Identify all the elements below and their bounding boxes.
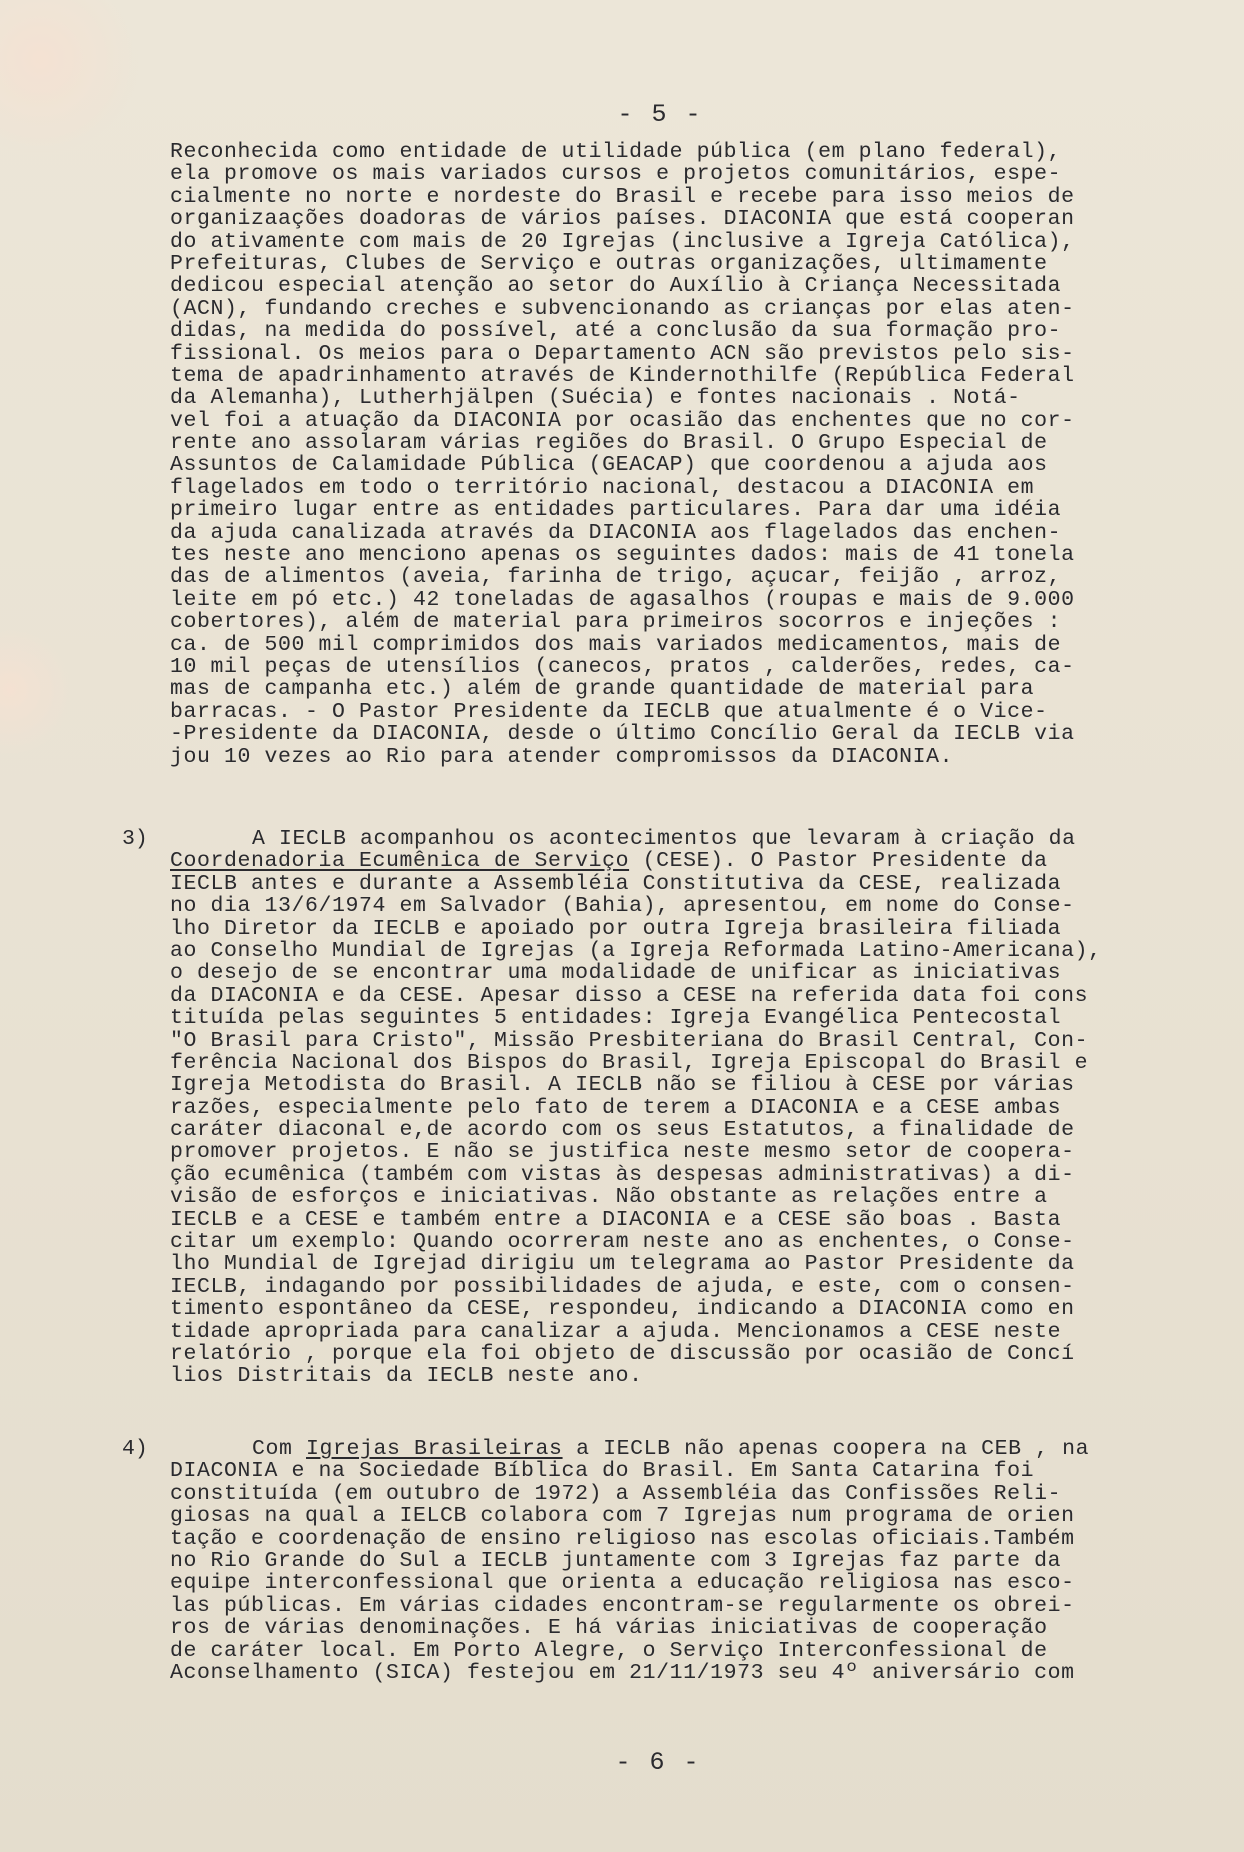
text-line: o desejo de se encontrar uma modalidade de unificar as iniciativas <box>170 961 1062 986</box>
text-line: tema de apadrinhamento através de Kindernothilfe (República Federal <box>170 363 1075 388</box>
text-line: das de alimentos (aveia, farinha de trigo, açucar, feijão , arroz, <box>170 565 1062 590</box>
text-line: giosas na qual a IELCB colabora com 7 Igrejas num programa de orien <box>170 1504 1075 1529</box>
text-line: Aconselhamento (SICA) festejou em 21/11/1973 seu 4º aniversário com <box>170 1660 1075 1685</box>
text-line: visão de esforços e iniciativas. Não obstante as relações entre a <box>170 1185 1048 1210</box>
paragraph-line <box>170 828 1190 850</box>
text-line: citar um exemplo: Quando ocorreram neste ano as enchentes, o Conse- <box>170 1230 1075 1255</box>
text-line: ção ecumênica (também com vistas às despesas administrativas) a di- <box>170 1162 1075 1187</box>
text-line: tes neste ano menciono apenas os seguintes dados: mais de 41 tonela <box>170 543 1075 568</box>
igrejas-intro-continued: a IECLB não apenas coopera na CEB , na <box>562 1437 1090 1461</box>
text-line: equipe interconfessional que orienta a educação religiosa nas esco- <box>170 1571 1075 1596</box>
text-line: cialmente no norte e nordeste do Brasil e recebe para isso meios de <box>170 184 1075 209</box>
page-number-top: - 5 - <box>617 100 703 129</box>
text-line: tituída pelas seguintes 5 entidades: Igreja Evangélica Pentecostal <box>170 1006 1062 1031</box>
paragraph-cese <box>170 828 1190 1388</box>
text-line: (ACN), fundando creches e subvencionando as crianças por elas aten- <box>170 296 1075 321</box>
section-marker-4: 4) <box>122 1437 148 1461</box>
text-line: cobertores), além de material para primeiros socorros e injeções : <box>170 610 1062 635</box>
text-line: ela promove os mais variados cursos e projetos comunitários, espe- <box>170 162 1062 187</box>
text-line: Prefeituras, Clubes de Serviço e outras organizações, ultimamente <box>170 251 1048 276</box>
text-line: lho Mundial de Igrejad dirigiu um telegrama ao Pastor Presidente da <box>170 1252 1075 1277</box>
text-line: caráter diaconal e,de acordo com os seus Estatutos, a finalidade de <box>170 1118 1075 1143</box>
text-line: ao Conselho Mundial de Igrejas (a Igreja Reformada Latino-Americana), <box>170 938 1102 963</box>
text-line: Reconhecida como entidade de utilidade pública (em plano federal), <box>170 140 1062 164</box>
paragraph-line <box>170 850 1190 872</box>
text-line: no Rio Grande do Sul a IECLB juntamente com 3 Igrejas faz parte da <box>170 1548 1062 1573</box>
text-line: organizaações doadoras de vários países. DIACONIA que está cooperan <box>170 207 1075 232</box>
text-line: ca. de 500 mil comprimidos dos mais variados medicamentos, mais de <box>170 632 1062 657</box>
text-line: barracas. - O Pastor Presidente da IECLB que atualmente é o Vice- <box>170 699 1048 724</box>
text-line: flagelados em todo o território nacional, destacou a DIACONIA em <box>170 475 1035 500</box>
text-line: 10 mil peças de utensílios (canecos, pratos , calderões, redes, ca- <box>170 654 1075 679</box>
text-line: IECLB antes e durante a Assembléia Constitutiva da CESE, realizada <box>170 871 1062 896</box>
text-line: do ativamente com mais de 20 Igrejas (inclusive a Igreja Católica), <box>170 229 1075 254</box>
text-line: leite em pó etc.) 42 toneladas de agasalhos (roupas e mais de 9.000 <box>170 587 1075 612</box>
text-line: IECLB e a CESE e também entre a DIACONIA e a CESE são boas . Basta <box>170 1207 1062 1232</box>
text-line: timento espontâneo da CESE, respondeu, indicando a DIACONIA como en <box>170 1297 1075 1322</box>
text-line: ferência Nacional dos Bispos do Brasil, Igreja Episcopal do Brasil e <box>170 1050 1089 1075</box>
text-line: "O Brasil para Cristo", Missão Presbiteriana do Brasil Central, Con- <box>170 1028 1089 1053</box>
cese-underlined-title: Coordenadoria Ecumênica de Serviço <box>170 849 630 874</box>
paper-stain <box>0 0 140 160</box>
cese-intro-continued: (CESE). O Pastor Presidente da <box>629 849 1048 874</box>
text-line: jou 10 vezes ao Rio para atender compromissos da DIACONIA. <box>170 744 954 769</box>
text-line: IECLB, indagando por possibilidades de ajuda, e este, com o consen- <box>170 1274 1075 1299</box>
paper-stain <box>0 620 70 760</box>
text-line: Assuntos de Calamidade Pública (GEACAP) que coordenou a ajuda aos <box>170 453 1048 478</box>
text-line: ros de várias denominações. E há várias iniciativas de cooperação <box>170 1616 1048 1641</box>
igrejas-underlined-title: Igrejas Brasileiras <box>306 1437 563 1461</box>
cese-intro-text: A IECLB acompanhou os acontecimentos que levaram à criação da <box>252 827 1076 851</box>
text-line: fissional. Os meios para o Departamento ACN são previstos pelo sis- <box>170 341 1075 366</box>
paragraph-igrejas-brasileiras <box>170 1438 1190 1684</box>
section-marker-3: 3) <box>122 827 148 851</box>
text-line: -Presidente da DIACONIA, desde o último Concílio Geral da IECLB via <box>170 722 1075 747</box>
text-line: relatório , porque ela foi objeto de discussão por ocasião de Concí <box>170 1341 1075 1366</box>
text-line: rente ano assolaram várias regiões do Brasil. O Grupo Especial de <box>170 431 1048 456</box>
text-line: lios Distritais da IECLB neste ano. <box>170 1364 643 1389</box>
page-number-bottom: - 6 - <box>615 1748 701 1777</box>
text-line: de caráter local. Em Porto Alegre, o Serviço Interconfessional de <box>170 1638 1048 1663</box>
text-line: constituída (em outubro de 1972) a Assembléia das Confissões Reli- <box>170 1481 1062 1506</box>
paragraph-diaconia <box>170 141 1190 768</box>
text-line: didas, na medida do possível, até a conclusão da sua formação pro- <box>170 319 1062 344</box>
text-line: DIACONIA e na Sociedade Bíblica do Brasil. Em Santa Catarina foi <box>170 1459 1035 1484</box>
text-line: promover projetos. E não se justifica neste mesmo setor de coopera- <box>170 1140 1075 1165</box>
text-line: da DIACONIA e da CESE. Apesar disso a CESE na referida data foi cons <box>170 983 1089 1008</box>
text-line: Igreja Metodista do Brasil. A IECLB não se filiou à CESE por várias <box>170 1073 1075 1098</box>
text-line: las públicas. Em várias cidades encontram-se regularmente os obrei- <box>170 1593 1075 1618</box>
text-line: tação e coordenação de ensino religioso nas escolas oficiais.Também <box>170 1526 1075 1551</box>
text-line: dedicou especial atenção ao setor do Auxílio à Criança Necessitada <box>170 274 1062 299</box>
text-line: da Alemanha), Lutherhjälpen (Suécia) e fontes nacionais . Notá- <box>170 386 1021 411</box>
text-line: razões, especialmente pelo fato de terem a DIACONIA e a CESE ambas <box>170 1095 1062 1120</box>
text-line: da ajuda canalizada através da DIACONIA aos flagelados das enchen- <box>170 520 1062 545</box>
text-line: vel foi a atuação da DIACONIA por ocasião das enchentes que no cor- <box>170 408 1075 433</box>
igrejas-intro-text: Com <box>252 1437 307 1461</box>
paragraph-line <box>170 1438 1190 1460</box>
text-line: primeiro lugar entre as entidades particulares. Para dar uma idéia <box>170 498 1062 523</box>
text-line: lho Diretor da IECLB e apoiado por outra Igreja brasileira filiada <box>170 916 1062 941</box>
text-line: tidade apropriada para canalizar a ajuda. Mencionamos a CESE neste <box>170 1319 1062 1344</box>
text-line: no dia 13/6/1974 em Salvador (Bahia), apresentou, em nome do Conse- <box>170 894 1075 919</box>
text-line: mas de campanha etc.) além de grande quantidade de material para <box>170 677 1035 702</box>
